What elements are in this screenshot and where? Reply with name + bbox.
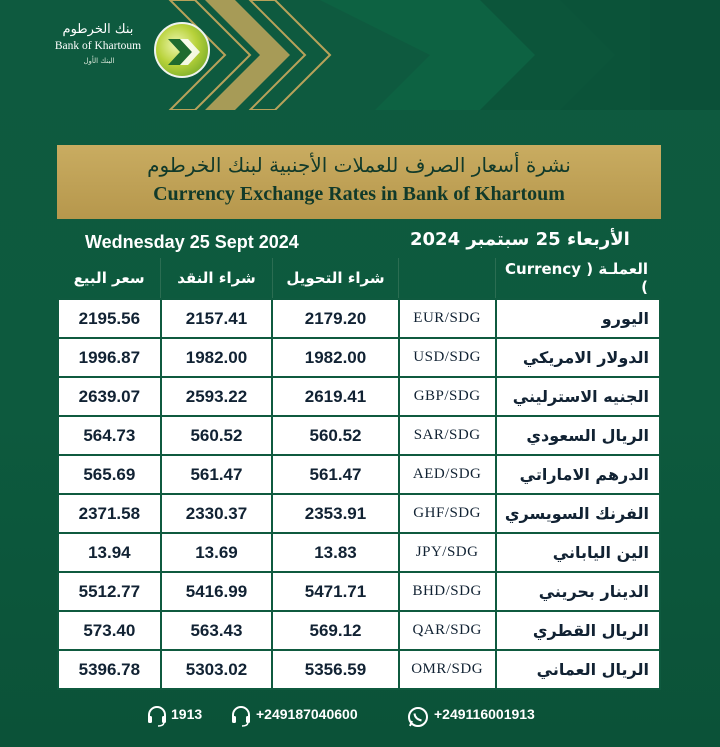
transfer-buy-rate: 560.52 [272,416,398,455]
currency-pair: BHD/SDG [399,572,496,611]
logo-english-name: Bank of Khartoum [54,40,142,52]
table-row [58,533,660,572]
currency-pair: JPY/SDG [399,533,496,572]
title-english: Currency Exchange Rates in Bank of Khartoum [153,183,565,205]
header-transfer-buy: شراء التحويل [272,258,398,299]
header-pair [399,258,496,299]
sell-rate: 2195.56 [58,299,161,338]
header-cash-buy: شراء النقد [161,258,273,299]
transfer-buy-rate: 2179.20 [272,299,398,338]
phone-number[interactable]: +249187040600 [256,706,358,722]
table-row [58,650,660,689]
table-row [58,377,660,416]
currency-pair: GBP/SDG [399,377,496,416]
transfer-buy-rate: 561.47 [272,455,398,494]
currency-pair: GHF/SDG [399,494,496,533]
sell-rate: 565.69 [58,455,161,494]
table-row [58,494,660,533]
sell-rate: 1996.87 [58,338,161,377]
sell-rate: 564.73 [58,416,161,455]
table-header-row [58,258,660,299]
table-row [58,455,660,494]
table-row [58,299,660,338]
header-sell: سعر البيع [73,269,145,287]
cash-buy-rate: 563.43 [161,611,273,650]
cash-buy-rate: 1982.00 [161,338,273,377]
sell-rate: 5396.78 [58,650,161,689]
currency-pair: QAR/SDG [399,611,496,650]
date-english: Wednesday 25 Sept 2024 [85,232,299,252]
table-row [58,611,660,650]
cash-buy-rate: 5416.99 [161,572,273,611]
currency-pair: OMR/SDG [399,650,496,689]
currency-name: الريال القطري [496,611,660,650]
transfer-buy-rate: 13.83 [272,533,398,572]
currency-pair: SAR/SDG [399,416,496,455]
bank-logo [48,22,218,77]
sell-rate: 13.94 [58,533,161,572]
logo-tagline: البنك الأول [83,57,115,65]
currency-name: الدولار الامريكي [496,338,660,377]
sell-rate: 573.40 [58,611,161,650]
logo-emblem-icon [154,22,210,78]
cash-buy-rate: 2330.37 [161,494,273,533]
cash-buy-rate: 5303.02 [161,650,273,689]
whatsapp-number[interactable]: +249116001913 [434,706,535,722]
sell-rate: 2371.58 [58,494,161,533]
table-row [58,572,660,611]
transfer-buy-rate: 1982.00 [272,338,398,377]
transfer-buy-rate: 2619.41 [272,377,398,416]
currency-name: الريال العماني [496,650,660,689]
currency-name: الفرنك السويسري [496,494,660,533]
contact-footer [0,700,720,736]
table-row [58,416,660,455]
headset-icon [146,705,168,727]
currency-name: الجنيه الاسترليني [496,377,660,416]
currency-name: الدينار بحريني [496,572,660,611]
sell-rate: 2639.07 [58,377,161,416]
currency-pair: AED/SDG [399,455,496,494]
currency-name: الدرهم الاماراتي [496,455,660,494]
currency-pair: USD/SDG [399,338,496,377]
cash-buy-rate: 2157.41 [161,299,273,338]
transfer-buy-rate: 5471.71 [272,572,398,611]
cash-buy-rate: 560.52 [161,416,273,455]
cash-buy-rate: 561.47 [161,455,273,494]
table-row [58,338,660,377]
currency-name: الريال السعودي [496,416,660,455]
cash-buy-rate: 13.69 [161,533,273,572]
sell-rate: 5512.77 [58,572,161,611]
exchange-rates-table [57,258,661,690]
currency-name: اليورو [496,299,660,338]
date-arabic: الأربعاء 25 سبتمبر 2024 [410,229,630,250]
title-banner [57,145,661,219]
cash-buy-rate: 2593.22 [161,377,273,416]
title-arabic: نشرة أسعار الصرف للعملات الأجنبية لبنك الخرطوم [147,153,571,177]
currency-pair: EUR/SDG [399,299,496,338]
transfer-buy-rate: 569.12 [272,611,398,650]
headset-icon [230,705,252,727]
whatsapp-icon [406,705,430,729]
hotline-number[interactable]: 1913 [171,706,203,722]
logo-arabic-name: بنك الخرطوم [62,22,134,37]
transfer-buy-rate: 5356.59 [272,650,398,689]
header-currency: العملـة ( Currency ) [496,258,660,299]
currency-name: الين الياباني [496,533,660,572]
transfer-buy-rate: 2353.91 [272,494,398,533]
